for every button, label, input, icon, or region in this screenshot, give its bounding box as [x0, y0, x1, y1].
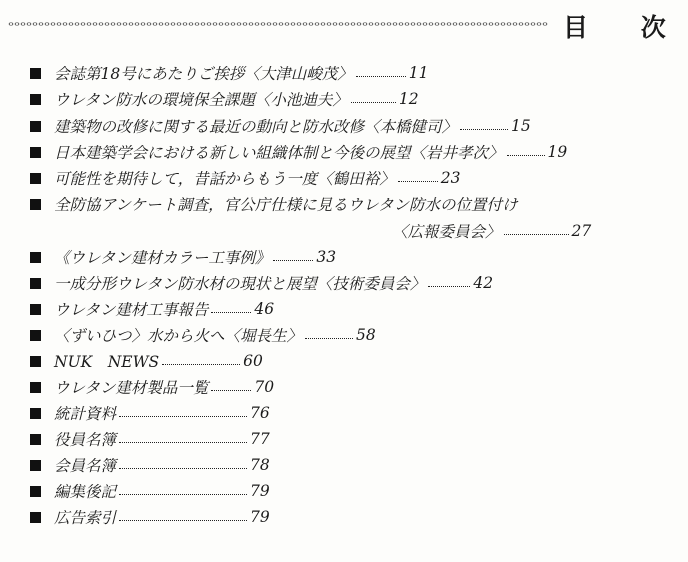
toc-entry[interactable]: [30, 63, 428, 83]
toc-entry[interactable]: [30, 377, 274, 397]
square-bullet-icon: [30, 304, 41, 315]
toc-entry[interactable]: [30, 429, 270, 449]
toc-entry-title: 可能性を期待して，昔話からもう一度〈鶴田裕〉: [54, 170, 395, 188]
square-bullet-icon: [30, 434, 41, 445]
toc-entry-title: 日本建築学会における新しい組織体制と今後の展望〈岩井孝次〉: [54, 144, 504, 162]
toc-entry-title: NUK NEWS: [54, 353, 160, 371]
dot-leader: [428, 286, 470, 287]
toc-entry-title: 〈ずいひつ〉水から火へ〈堀長生〉: [54, 327, 303, 345]
toc-entry-title: 統計資料: [54, 405, 117, 423]
toc-entry[interactable]: [30, 325, 376, 345]
dot-leader: [460, 129, 508, 130]
toc-entry-page: 76: [250, 404, 270, 422]
toc-entry[interactable]: [30, 168, 460, 188]
toc-entry-page: 12: [398, 90, 419, 108]
toc-entry[interactable]: [30, 481, 270, 501]
dot-leader: [305, 338, 353, 339]
toc-entry[interactable]: [30, 194, 517, 214]
toc-entry-title: ウレタン防水の環境保全課題〈小池迪夫〉: [54, 91, 348, 109]
square-bullet-icon: [30, 199, 41, 210]
toc-entry-title: 会員名簿: [54, 457, 117, 475]
dot-leader: [398, 181, 438, 182]
toc-entry[interactable]: [30, 247, 336, 267]
dot-leader: [356, 76, 406, 77]
toc-entry-page: 78: [250, 456, 270, 474]
toc-entry-page: 11: [408, 64, 429, 82]
square-bullet-icon: [30, 278, 41, 289]
dot-leader: [119, 468, 247, 469]
toc-entry[interactable]: [30, 403, 270, 423]
toc-entry[interactable]: [30, 89, 419, 109]
dot-leader: [504, 234, 569, 235]
square-bullet-icon: [30, 173, 41, 184]
toc-entry-page: 46: [254, 300, 275, 318]
toc-entry-page: 19: [547, 143, 568, 161]
dot-leader: [211, 312, 251, 313]
toc-entry-page: 79: [250, 482, 270, 500]
square-bullet-icon: [30, 94, 41, 105]
toc-entry[interactable]: [30, 507, 270, 527]
toc-entry-page: 79: [250, 508, 270, 526]
toc-entry-author: 〈広報委員会〉: [392, 223, 501, 241]
dot-leader: [162, 364, 240, 365]
square-bullet-icon: [30, 252, 41, 263]
dot-leader: [507, 155, 545, 156]
dot-leader: [119, 416, 247, 417]
dot-leader: [351, 102, 396, 103]
toc-entry-page: 70: [254, 378, 275, 396]
square-bullet-icon: [30, 408, 41, 419]
toc-entry-title: ウレタン建材製品一覧: [54, 379, 209, 397]
square-bullet-icon: [30, 330, 41, 341]
toc-entry-title: 一成分形ウレタン防水材の現状と展望〈技術委員会〉: [54, 275, 426, 293]
square-bullet-icon: [30, 460, 41, 471]
toc-entry[interactable]: [30, 116, 531, 136]
toc-entry-title: 全防協アンケート調査，官公庁仕様に見るウレタン防水の位置付け: [54, 196, 518, 214]
toc-entry-page: 60: [243, 352, 263, 370]
toc-entry-page: 33: [316, 248, 337, 266]
toc-entry-continuation[interactable]: [392, 221, 591, 241]
page-title: 目 次: [563, 13, 688, 42]
dot-leader: [119, 520, 247, 521]
square-bullet-icon: [30, 512, 41, 523]
toc-entry-title: 会誌第18号にあたりご挨拶〈大津山峻茂〉: [54, 65, 353, 83]
toc-entry-page: 27: [571, 222, 592, 240]
dot-leader: [211, 390, 251, 391]
toc-entry-title: 編集後記: [54, 483, 117, 501]
toc-entry-page: 15: [511, 117, 531, 135]
square-bullet-icon: [30, 486, 41, 497]
toc-entry-page: 23: [440, 169, 461, 187]
toc-entry-title: ウレタン建材工事報告: [54, 301, 209, 319]
toc-entry[interactable]: [30, 351, 263, 371]
toc-entry[interactable]: [30, 273, 493, 293]
toc-entry[interactable]: [30, 299, 274, 319]
square-bullet-icon: [30, 382, 41, 393]
toc-entry[interactable]: [30, 142, 567, 162]
toc-entry-title: 広告索引: [54, 509, 117, 527]
dot-leader: [119, 442, 247, 443]
square-bullet-icon: [30, 356, 41, 367]
toc-entry-page: 58: [356, 326, 376, 344]
toc-entry[interactable]: [30, 455, 270, 475]
toc-entry-title: 建築物の改修に関する最近の動向と防水改修〈本橋健司〉: [54, 118, 458, 136]
square-bullet-icon: [30, 121, 41, 132]
toc-entry-title: 役員名簿: [54, 431, 117, 449]
toc-entry-page: 42: [473, 274, 494, 292]
dot-leader: [273, 260, 313, 261]
toc-entry-title: 《ウレタン建材カラー工事例》: [54, 249, 271, 267]
dot-leader: [119, 494, 247, 495]
square-bullet-icon: [30, 147, 41, 158]
square-bullet-icon: [30, 68, 41, 79]
toc-entry-page: 77: [250, 430, 270, 448]
